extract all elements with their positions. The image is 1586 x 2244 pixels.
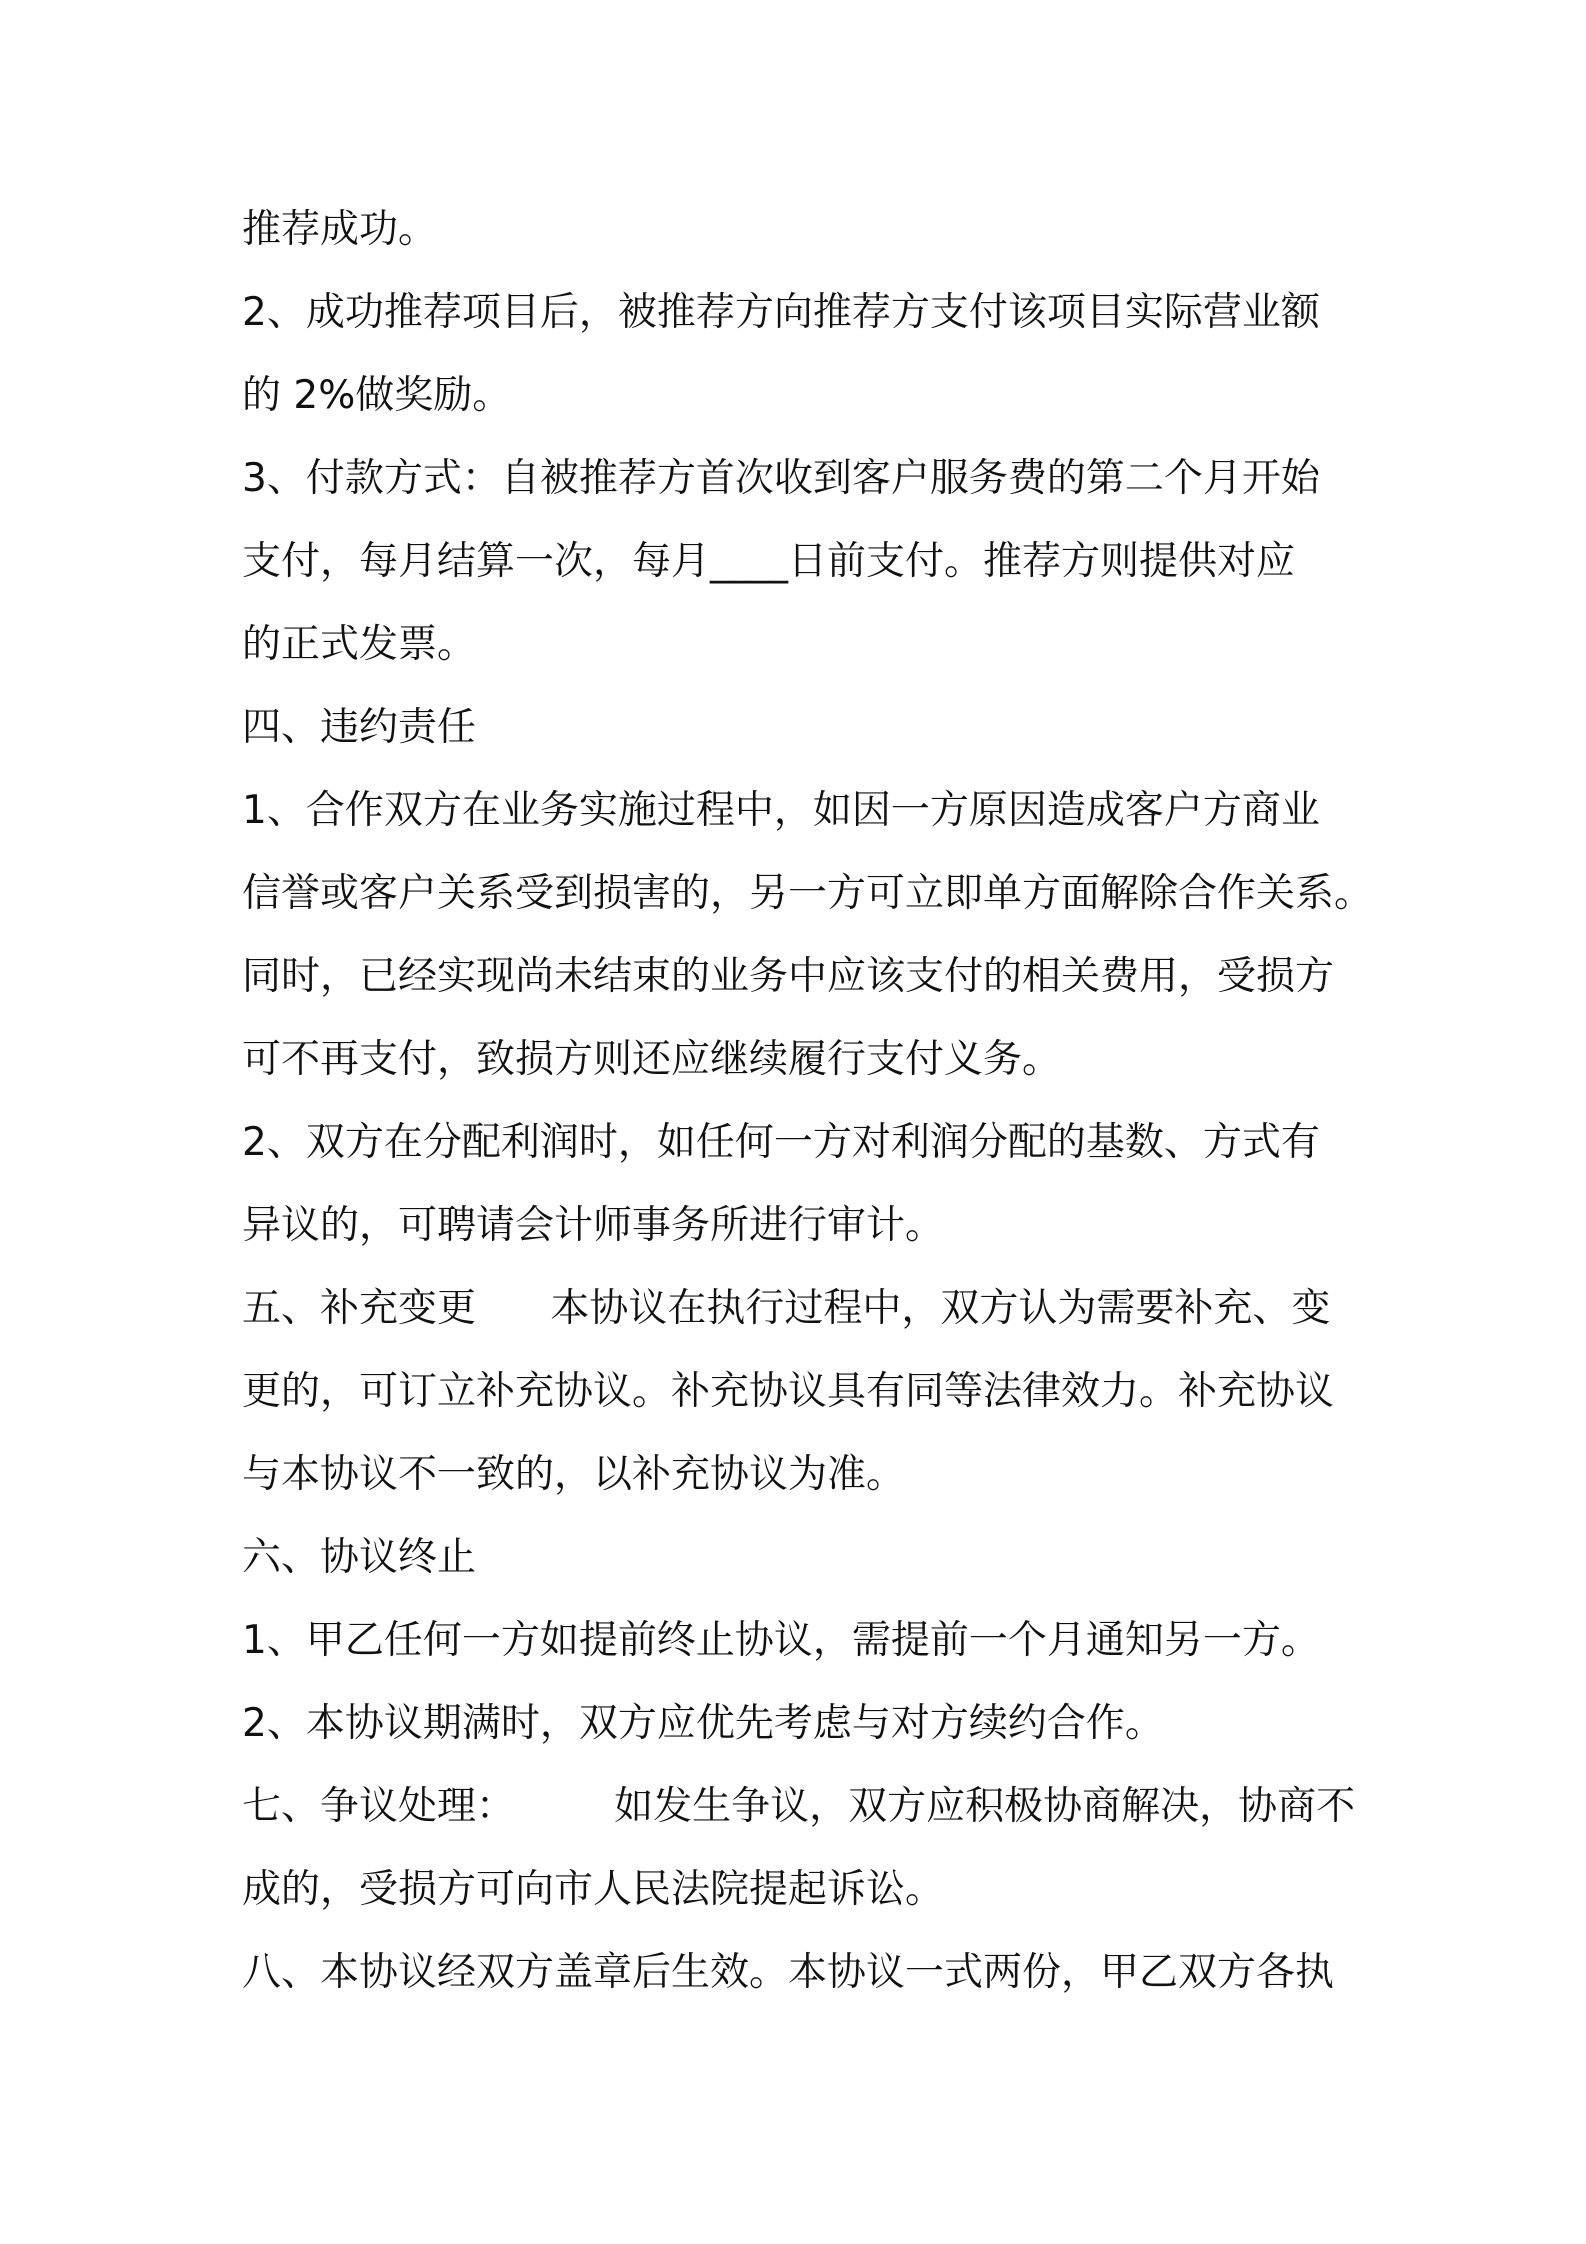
text-line: 异议的，可聘请会计师事务所进行审计。 <box>242 1203 945 1248</box>
text-line: 同时，已经实现尚未结束的业务中应该支付的相关费用，受损方 <box>242 954 1335 999</box>
text-line: 2、双方在分配利润时，如任何一方对利润分配的基数、方式有 <box>242 1120 1320 1165</box>
text-line: 1、合作双方在业务实施过程中，如因一方原因造成客户方商业 <box>242 788 1320 833</box>
text-line: 推荐成功。 <box>242 207 438 252</box>
text-line: 2、成功推荐项目后，被推荐方向推荐方支付该项目实际营业额 <box>242 290 1320 335</box>
section-heading: 七、争议处理： 如发生争议，双方应积极协商解决，协商不 <box>242 1784 1356 1829</box>
section-heading: 五、补充变更 本协议在执行过程中，双方认为需要补充、变 <box>242 1286 1331 1331</box>
text-line: 可不再支付，致损方则还应继续履行支付义务。 <box>242 1037 1062 1082</box>
document-body <box>242 188 1374 2014</box>
section-heading: 八、本协议经双方盖章后生效。本协议一式两份，甲乙双方各执 <box>242 1950 1335 1995</box>
text-line: 成的，受损方可向市人民法院提起诉讼。 <box>242 1867 945 1912</box>
section-heading: 四、违约责任 <box>242 705 477 750</box>
text-line: 1、甲乙任何一方如提前终止协议，需提前一个月通知另一方。 <box>242 1618 1320 1663</box>
text-line: 2、本协议期满时，双方应优先考虑与对方续约合作。 <box>242 1701 1164 1746</box>
section-heading: 六、协议终止 <box>242 1535 477 1580</box>
text-line: 的 2%做奖励。 <box>242 373 512 418</box>
text-line: 支付，每月结算一次，每月____日前支付。推荐方则提供对应 <box>242 539 1296 584</box>
text-line: 与本协议不一致的，以补充协议为准。 <box>242 1452 906 1497</box>
text-line: 的正式发票。 <box>242 622 477 667</box>
text-line: 信誉或客户关系受到损害的，另一方可立即单方面解除合作关系。 <box>242 871 1374 916</box>
text-line: 更的，可订立补充协议。补充协议具有同等法律效力。补充协议 <box>242 1369 1335 1414</box>
text-line: 3、付款方式：自被推荐方首次收到客户服务费的第二个月开始 <box>242 456 1320 501</box>
